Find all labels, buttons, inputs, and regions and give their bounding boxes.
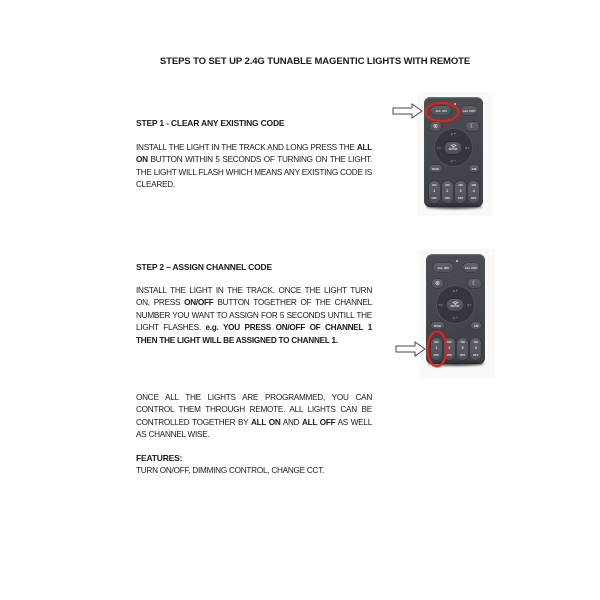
brightness-down-icon: ☼− (451, 315, 459, 320)
indicator-led (454, 103, 456, 105)
all-off-button: ALL OFF (461, 106, 477, 115)
control-dpad (437, 286, 474, 323)
rgb-button: RGB (429, 165, 442, 172)
mode-button-row (429, 165, 479, 172)
channel-4-on-button: ON (471, 182, 476, 187)
channel-1-on-button: ON (432, 182, 437, 187)
step-1-body: INSTALL THE LIGHT IN THE TRACK AND LONG PRESS THE ALL ON BUTTON WITHIN 5 SECONDS OF TURNING ON THE LIGHT. THE LIGHT WILL FLASH WHICH MEANS ANY EXISTING CODE IS CLEARED. (136, 143, 372, 190)
remote-shadow (428, 361, 484, 366)
channel-1-on-button: ON (434, 339, 439, 344)
step-1-heading: STEP 1 - CLEAR ANY EXISTING CODE (136, 118, 285, 128)
brightness-down-icon: ☼− (449, 158, 457, 163)
remote-control-step1 (424, 97, 483, 207)
channel-1-number: 1 (435, 346, 438, 351)
brightness-up-icon: ☼+ (451, 288, 459, 293)
channel-1-off-button: OFF (431, 196, 438, 201)
setup-button (447, 299, 464, 311)
indicator-led (456, 260, 458, 262)
channel-2-group (442, 181, 453, 203)
channel-3-group (455, 181, 466, 203)
cct-cool-icon: ☼› (466, 301, 472, 307)
channel-2-off-button: OFF (446, 353, 453, 358)
channel-3-group (457, 338, 468, 360)
am-button: AM (469, 165, 479, 172)
channel-4-on-button: ON (473, 339, 478, 344)
channel-3-off-button: OFF (459, 353, 466, 358)
channel-4-group (470, 338, 481, 360)
channel-1-group (429, 181, 440, 203)
cct-warm-icon: ‹☼ (438, 301, 444, 307)
top-button-row (431, 106, 477, 115)
features-heading: FEATURES: (136, 453, 183, 463)
top-button-row (433, 263, 479, 272)
channel-1-number: 1 (433, 189, 436, 194)
am-button: AM (471, 322, 481, 329)
channel-4-off-button: OFF (470, 196, 477, 201)
channel-2-group (444, 338, 455, 360)
channel-buttons (429, 181, 479, 203)
channel-1-group (431, 338, 442, 360)
moon-night-icon: ☾ (466, 122, 479, 131)
moon-night-icon: ☾ (468, 279, 481, 288)
channel-3-off-button: OFF (457, 196, 464, 201)
channel-4-number: 4 (472, 189, 475, 194)
remote-shadow (426, 204, 482, 209)
setup-button (445, 142, 462, 154)
setup-label: SETUP (448, 147, 458, 151)
channel-4-group (468, 181, 479, 203)
cct-warm-icon: ‹☼ (436, 144, 442, 150)
channel-3-number: 3 (459, 189, 462, 194)
page-title: STEPS TO SET UP 2.4G TUNABLE MAGENTIC LIGHTS WITH REMOTE (159, 56, 471, 67)
closing-paragraph: ONCE ALL THE LIGHTS ARE PROGRAMMED, YOU CAN CONTROL THEM THROUGH REMOTE. ALL LIGHTS CAN BE CONTROLLED TOGETHER BY ALL ON AND ALL OFF AS WELL AS CHANNEL WISE. (136, 393, 372, 440)
control-dpad (435, 129, 472, 166)
brightness-up-icon: ☼+ (449, 131, 457, 136)
channel-2-on-button: ON (447, 339, 452, 344)
channel-1-off-button: OFF (433, 353, 440, 358)
rgb-button: RGB (431, 322, 444, 329)
step-2-body: INSTALL THE LIGHT IN THE TRACK. ONCE THE LIGHT TURN ON, PRESS ON/OFF BUTTON TOGETHER OF THE CHANNEL NUMBER YOU WANT TO ASSIGN FOR 5 SECONDS UNTILL THE LIGHT FLASHES. e.g. YOU PRESS ON/OFF OF CHANNEL 1 THEN THE LIGHT WILL BE ASSIGNED TO CHANNEL 1. (136, 286, 372, 345)
channel-4-off-button: OFF (472, 353, 479, 358)
channel-buttons (431, 338, 481, 360)
all-on-button: ALL ON (431, 106, 451, 115)
channel-2-number: 2 (446, 189, 449, 194)
step-2-heading: STEP 2 – ASSIGN CHANNEL CODE (136, 262, 272, 272)
channel-3-on-button: ON (460, 339, 465, 344)
channel-3-number: 3 (461, 346, 464, 351)
remote-control-step2 (426, 254, 485, 364)
all-off-button: ALL OFF (463, 263, 479, 272)
cct-cool-icon: ☼› (464, 144, 470, 150)
features-text: TURN ON/OFF, DIMMING CONTROL, CHANGE CCT. (136, 466, 325, 475)
light-off-icon: ⊗ (432, 279, 443, 288)
all-on-button: ALL ON (433, 263, 453, 272)
channel-3-on-button: ON (458, 182, 463, 187)
channel-2-number: 2 (448, 346, 451, 351)
channel-2-on-button: ON (445, 182, 450, 187)
channel-4-number: 4 (474, 346, 477, 351)
setup-label: SETUP (450, 304, 460, 308)
light-off-icon: ⊗ (430, 122, 441, 131)
mode-button-row (431, 322, 481, 329)
channel-2-off-button: OFF (444, 196, 451, 201)
